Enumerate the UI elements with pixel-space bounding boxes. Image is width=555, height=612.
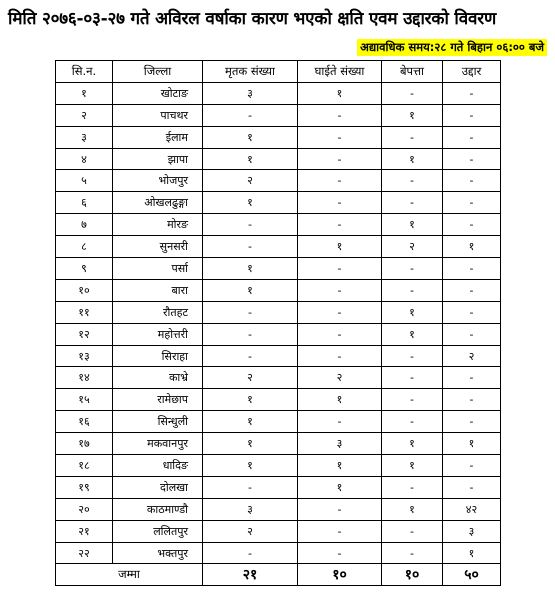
header-injured: घाईते संख्या [298, 61, 382, 83]
rescued-cell: - [443, 126, 501, 148]
table-row [56, 542, 501, 564]
table-row [56, 104, 501, 126]
deaths-cell: २ [203, 170, 298, 192]
injured-cell: १ [298, 82, 382, 104]
injured-cell: १ [298, 389, 382, 411]
serial-cell: ८ [56, 236, 113, 258]
deaths-cell: १ [203, 455, 298, 477]
rescued-cell: - [443, 148, 501, 170]
injured-cell: - [298, 279, 382, 301]
district-cell: ओखलढुङ्गा [113, 192, 203, 214]
rescued-cell: - [443, 82, 501, 104]
district-cell: महोत्तरी [113, 323, 203, 345]
deaths-cell: १ [203, 126, 298, 148]
missing-cell: १ [382, 214, 443, 236]
injured-cell: १ [298, 236, 382, 258]
rescued-cell: १ [443, 542, 501, 564]
district-cell: झापा [113, 148, 203, 170]
injured-cell: - [298, 192, 382, 214]
missing-cell: १ [382, 104, 443, 126]
deaths-cell: - [203, 301, 298, 323]
serial-cell: ९ [56, 258, 113, 280]
missing-cell: - [382, 542, 443, 564]
rescued-cell: - [443, 323, 501, 345]
serial-cell: ७ [56, 214, 113, 236]
missing-cell: १ [382, 148, 443, 170]
serial-cell: २० [56, 498, 113, 520]
rescued-cell: १ [443, 236, 501, 258]
injured-cell: ३ [298, 433, 382, 455]
deaths-cell: १ [203, 258, 298, 280]
total-row [56, 564, 501, 586]
report-title: मिति २०७६-०३-२७ गते अविरल वर्षाका कारण भएको क्षति एवम उद्दारको विवरण [8, 9, 497, 29]
rescued-cell: - [443, 476, 501, 498]
deaths-cell: - [203, 542, 298, 564]
serial-cell: ३ [56, 126, 113, 148]
table-row [56, 323, 501, 345]
table-row [56, 82, 501, 104]
district-cell: मोरङ [113, 214, 203, 236]
serial-cell: १९ [56, 476, 113, 498]
district-cell: मकवानपुर [113, 433, 203, 455]
update-time-row [357, 37, 547, 57]
missing-cell: - [382, 170, 443, 192]
injured-cell: - [298, 411, 382, 433]
header-serial: सि.न. [56, 61, 113, 83]
injured-cell: - [298, 148, 382, 170]
total-injured: १० [298, 564, 382, 586]
missing-cell: - [382, 345, 443, 367]
total-deaths: २१ [203, 564, 298, 586]
total-missing: १० [382, 564, 443, 586]
table-row [56, 192, 501, 214]
missing-cell: - [382, 192, 443, 214]
missing-cell: १ [382, 323, 443, 345]
header-missing: बेपत्ता [382, 61, 443, 83]
deaths-cell: ३ [203, 82, 298, 104]
table-row [56, 433, 501, 455]
rescued-cell: - [443, 279, 501, 301]
rescued-cell: - [443, 455, 501, 477]
table-row [56, 345, 501, 367]
district-cell: दोलखा [113, 476, 203, 498]
missing-cell: - [382, 520, 443, 542]
serial-cell: १७ [56, 433, 113, 455]
serial-cell: १२ [56, 323, 113, 345]
district-cell: ललितपुर [113, 520, 203, 542]
table-row [56, 520, 501, 542]
injured-cell: - [298, 542, 382, 564]
table-row [56, 126, 501, 148]
missing-cell: १ [382, 498, 443, 520]
deaths-cell: १ [203, 411, 298, 433]
injured-cell: - [298, 520, 382, 542]
serial-cell: १ [56, 82, 113, 104]
table-row [56, 170, 501, 192]
missing-cell: - [382, 258, 443, 280]
deaths-cell: १ [203, 192, 298, 214]
deaths-cell: - [203, 104, 298, 126]
header-district: जिल्ला [113, 61, 203, 83]
injured-cell: १ [298, 476, 382, 498]
rescued-cell: - [443, 192, 501, 214]
missing-cell: - [382, 367, 443, 389]
deaths-cell: १ [203, 433, 298, 455]
deaths-cell: - [203, 323, 298, 345]
rescued-cell: - [443, 104, 501, 126]
table-body [56, 82, 501, 564]
injured-cell: - [298, 104, 382, 126]
serial-cell: १५ [56, 389, 113, 411]
table-row [56, 148, 501, 170]
injured-cell: - [298, 301, 382, 323]
missing-cell: - [382, 476, 443, 498]
table-row [56, 411, 501, 433]
table-row [56, 236, 501, 258]
injured-cell: - [298, 170, 382, 192]
serial-cell: ६ [56, 192, 113, 214]
deaths-cell: ३ [203, 498, 298, 520]
injured-cell: १ [298, 455, 382, 477]
serial-cell: २ [56, 104, 113, 126]
deaths-cell: २ [203, 367, 298, 389]
table-header-row [56, 61, 501, 83]
table-row [56, 455, 501, 477]
header-deaths: मृतक संख्या [203, 61, 298, 83]
deaths-cell: १ [203, 389, 298, 411]
injured-cell: - [298, 498, 382, 520]
serial-cell: ४ [56, 148, 113, 170]
missing-cell: १ [382, 301, 443, 323]
district-cell: खोटाङ [113, 82, 203, 104]
district-cell: रामेछाप [113, 389, 203, 411]
table-row [56, 367, 501, 389]
injured-cell: - [298, 323, 382, 345]
injured-cell: - [298, 258, 382, 280]
deaths-cell: - [203, 214, 298, 236]
header-rescued: उद्दार [443, 61, 501, 83]
district-cell: पाचथर [113, 104, 203, 126]
table-row [56, 214, 501, 236]
district-cell: पर्सा [113, 258, 203, 280]
rescued-cell: २ [443, 345, 501, 367]
missing-cell: - [382, 411, 443, 433]
district-cell: भोजपुर [113, 170, 203, 192]
rescued-cell: - [443, 389, 501, 411]
deaths-cell: - [203, 236, 298, 258]
missing-cell: - [382, 389, 443, 411]
district-cell: सुनसरी [113, 236, 203, 258]
table-row [56, 476, 501, 498]
damage-report-table [55, 60, 501, 586]
deaths-cell: १ [203, 279, 298, 301]
serial-cell: १० [56, 279, 113, 301]
serial-cell: ११ [56, 301, 113, 323]
serial-cell: १८ [56, 455, 113, 477]
table-row [56, 279, 501, 301]
deaths-cell: १ [203, 148, 298, 170]
rescued-cell: ३ [443, 520, 501, 542]
update-time-label: अद्यावधिक समय:२८ गते बिहान ०६:०० बजे [357, 39, 547, 56]
rescued-cell: १ [443, 433, 501, 455]
district-cell: बारा [113, 279, 203, 301]
total-label: जम्मा [56, 564, 203, 586]
missing-cell: - [382, 126, 443, 148]
district-cell: रौतहट [113, 301, 203, 323]
district-cell: सिराहा [113, 345, 203, 367]
serial-cell: २१ [56, 520, 113, 542]
district-cell: काठमाण्डौ [113, 498, 203, 520]
missing-cell: २ [382, 236, 443, 258]
table-row [56, 258, 501, 280]
total-rescued: ५० [443, 564, 501, 586]
missing-cell: - [382, 279, 443, 301]
serial-cell: ५ [56, 170, 113, 192]
district-cell: सिन्धुली [113, 411, 203, 433]
serial-cell: १४ [56, 367, 113, 389]
deaths-cell: - [203, 345, 298, 367]
table-row [56, 301, 501, 323]
serial-cell: २२ [56, 542, 113, 564]
rescued-cell: - [443, 367, 501, 389]
serial-cell: १६ [56, 411, 113, 433]
missing-cell: - [382, 82, 443, 104]
rescued-cell: - [443, 301, 501, 323]
district-cell: धादिङ [113, 455, 203, 477]
rescued-cell: ४२ [443, 498, 501, 520]
rescued-cell: - [443, 411, 501, 433]
district-cell: काभ्रे [113, 367, 203, 389]
rescued-cell: - [443, 258, 501, 280]
injured-cell: - [298, 214, 382, 236]
rescued-cell: - [443, 170, 501, 192]
serial-cell: १३ [56, 345, 113, 367]
injured-cell: २ [298, 367, 382, 389]
injured-cell: - [298, 345, 382, 367]
table-row [56, 498, 501, 520]
table-row [56, 389, 501, 411]
deaths-cell: २ [203, 520, 298, 542]
district-cell: ईलाम [113, 126, 203, 148]
injured-cell: - [298, 126, 382, 148]
deaths-cell: - [203, 476, 298, 498]
missing-cell: १ [382, 455, 443, 477]
missing-cell: १ [382, 433, 443, 455]
rescued-cell: - [443, 214, 501, 236]
district-cell: भक्तपुर [113, 542, 203, 564]
